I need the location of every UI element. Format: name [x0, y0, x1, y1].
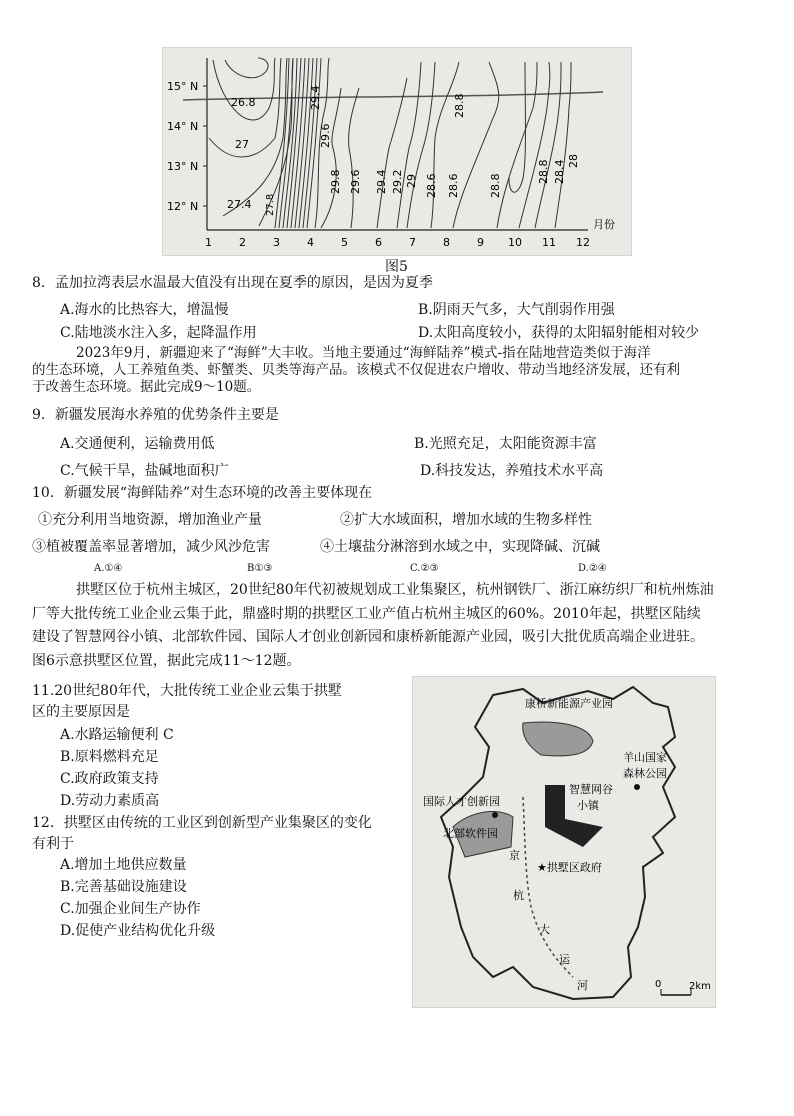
yangshan-dot [634, 784, 640, 790]
q11-stem-line1: 11.20世纪80年代，大批传统工业企业云集于拱墅 [32, 683, 342, 699]
q9-option-d[interactable]: D.科技发达，养殖技术水平高 [420, 463, 604, 479]
passage-9-10 [32, 345, 777, 396]
map-label-canal: 河 [577, 979, 588, 992]
contour-label: 29 [405, 174, 418, 188]
x-unit: 月份 [593, 218, 615, 231]
q8-option-a[interactable]: A.海水的比热容大，增温慢 [60, 302, 229, 318]
contour-label: 27.4 [227, 198, 252, 211]
map-label-zhihui1: 智慧网谷 [569, 783, 613, 796]
q9-stem: 9．新疆发展海水养殖的优势条件主要是 [32, 407, 279, 423]
contour-label: 29.6 [319, 123, 332, 148]
q11-option-a[interactable]: A.水路运输便利 C [60, 727, 174, 743]
y-label: 14° N [167, 120, 199, 133]
x-label: 6 [375, 236, 382, 249]
q8-stem: 8．孟加拉湾表层水温最大值没有出现在夏季的原因，是因为夏季 [32, 275, 433, 291]
contour-label: 29.8 [329, 169, 342, 194]
q11-option-b[interactable]: B.原料燃料充足 [60, 749, 159, 765]
scale-label: 2km [689, 981, 711, 992]
passage-line: 的生态环境，人工养殖鱼类、虾蟹类、贝类等海产品。该模式不仅促进农户增收、带动当地经济发展，还有利 [32, 362, 680, 378]
map-label-guoji: 国际人才创新园 [423, 795, 500, 808]
x-label: 2 [239, 236, 246, 249]
x-label: 12 [576, 236, 590, 249]
map-label-canal: 大 [539, 923, 550, 936]
contour-label: 29.4 [375, 169, 388, 194]
x-label: 1 [205, 236, 212, 249]
q10-option-b[interactable]: B①③ [247, 563, 273, 574]
contour-label: 28.4 [553, 159, 566, 184]
q10-option-d[interactable]: D.②④ [578, 563, 607, 574]
passage-11-12 [32, 579, 787, 673]
x-label: 9 [477, 236, 484, 249]
map-label-yangshan1: 羊山国家 [623, 751, 667, 764]
y-label: 12° N [167, 200, 199, 213]
q8-option-b[interactable]: B.阴雨天气多，大气削弱作用强 [418, 302, 615, 318]
contour-label: 28.8 [489, 173, 502, 198]
contour-label: 26.8 [231, 96, 256, 109]
contour-label: 27 [235, 138, 249, 151]
q12-option-b[interactable]: B.完善基础设施建设 [60, 879, 187, 895]
map-label-kangqiao: 康桥新能源产业园 [525, 697, 613, 710]
contour-label: 28.6 [447, 173, 460, 198]
contour-label: 28 [567, 154, 580, 168]
passage-line: 厂等大批传统工业企业云集于此，鼎盛时期的拱墅区工业产值占杭州主城区的60%。2010年起，拱墅区陆续 [32, 605, 701, 622]
q11-option-d[interactable]: D.劳动力素质高 [60, 793, 160, 809]
contour-label: 28.8 [537, 159, 550, 184]
passage-line: 于改善生态环境。据此完成9～10题。 [32, 379, 261, 395]
y-label: 13° N [167, 160, 199, 173]
q8-option-c[interactable]: C.陆地淡水注入多，起降温作用 [60, 325, 257, 341]
contour-label: 29.4 [309, 85, 322, 110]
scale-zero: 0 [655, 979, 662, 990]
q12-option-a[interactable]: A.增加土地供应数量 [60, 857, 187, 873]
x-label: 5 [341, 236, 348, 249]
q12-option-d[interactable]: D.促使产业结构优化升级 [60, 923, 216, 939]
kangqiao-area [523, 722, 593, 756]
y-label: 15° N [167, 80, 199, 93]
q12-stem-line2: 有利于 [32, 836, 74, 852]
passage-line: 图6示意拱墅区位置，据此完成11～12题。 [32, 652, 301, 669]
passage-line: 建设了智慧网谷小镇、北部软件园、国际人才创业创新园和康桥新能源产业园，吸引大批优质高端企业进驻。 [32, 629, 704, 645]
map-label-canal: 运 [559, 953, 570, 966]
q9-option-b[interactable]: B.光照充足，太阳能资源丰富 [414, 436, 597, 452]
q10-option-c[interactable]: C.②③ [410, 563, 439, 574]
passage-line: 2023年9月，新疆迎来了“海鲜”大丰收。当地主要通过“海鲜陆养”模式-指在陆地营造类似于海洋 [76, 345, 651, 361]
x-label: 10 [508, 236, 522, 249]
x-label: 3 [273, 236, 280, 249]
contour-label: 28.6 [425, 173, 438, 198]
q12-stem-line1: 12．拱墅区由传统的工业区到创新型产业集聚区的变化 [32, 815, 372, 831]
q11-stem-line2: 区的主要原因是 [32, 704, 130, 720]
map-label-beibu: 北部软件园 [443, 827, 498, 840]
x-label: 7 [409, 236, 416, 249]
figure5-chart [162, 47, 632, 256]
q9-option-c[interactable]: C.气候干旱，盐碱地面积广 [60, 463, 229, 479]
q12-option-c[interactable]: C.加强企业间生产协作 [60, 901, 201, 917]
x-label: 11 [542, 236, 556, 249]
q11-option-c[interactable]: C.政府政策支持 [60, 771, 159, 787]
contour-label: 28.8 [453, 93, 466, 118]
map-label-gov: ★拱墅区政府 [537, 861, 602, 874]
contour-label: 29.6 [349, 169, 362, 194]
q10-statement-1: ①充分利用当地资源，增加渔业产量 [38, 512, 262, 528]
figure5-caption: 图5 [385, 259, 408, 275]
passage-line: 拱墅区位于杭州主城区，20世纪80年代初被规划成工业集聚区，杭州钢铁厂、浙江麻纺织厂和杭州炼油 [76, 582, 714, 598]
q10-option-a[interactable]: A.①④ [94, 563, 123, 574]
figure5-svg [163, 48, 631, 255]
contour-label: 27.8 [265, 193, 276, 216]
contour-label: 29.2 [391, 169, 404, 194]
map-label-canal: 杭 [513, 889, 524, 902]
q10-stem: 10．新疆发展“海鲜陆养”对生态环境的改善主要体现在 [32, 485, 373, 501]
x-label: 4 [307, 236, 314, 249]
figure6-map [412, 676, 716, 1008]
q10-statement-3: ③植被覆盖率显著增加，减少风沙危害 [32, 539, 270, 555]
q10-statement-2: ②扩大水域面积，增加水域的生物多样性 [340, 512, 592, 528]
figure6-svg [413, 677, 715, 1007]
map-label-yangshan2: 森林公园 [623, 767, 667, 780]
q9-option-a[interactable]: A.交通便利，运输费用低 [60, 436, 215, 452]
guoji-dot [492, 812, 498, 818]
x-label: 8 [443, 236, 450, 249]
q10-statement-4: ④土壤盐分淋溶到水域之中，实现降碱、沉碱 [320, 539, 600, 555]
q8-option-d[interactable]: D.太阳高度较小，获得的太阳辐射能相对较少 [418, 325, 700, 341]
map-label-canal: 京 [509, 849, 520, 862]
map-label-zhihui2: 小镇 [577, 799, 599, 812]
